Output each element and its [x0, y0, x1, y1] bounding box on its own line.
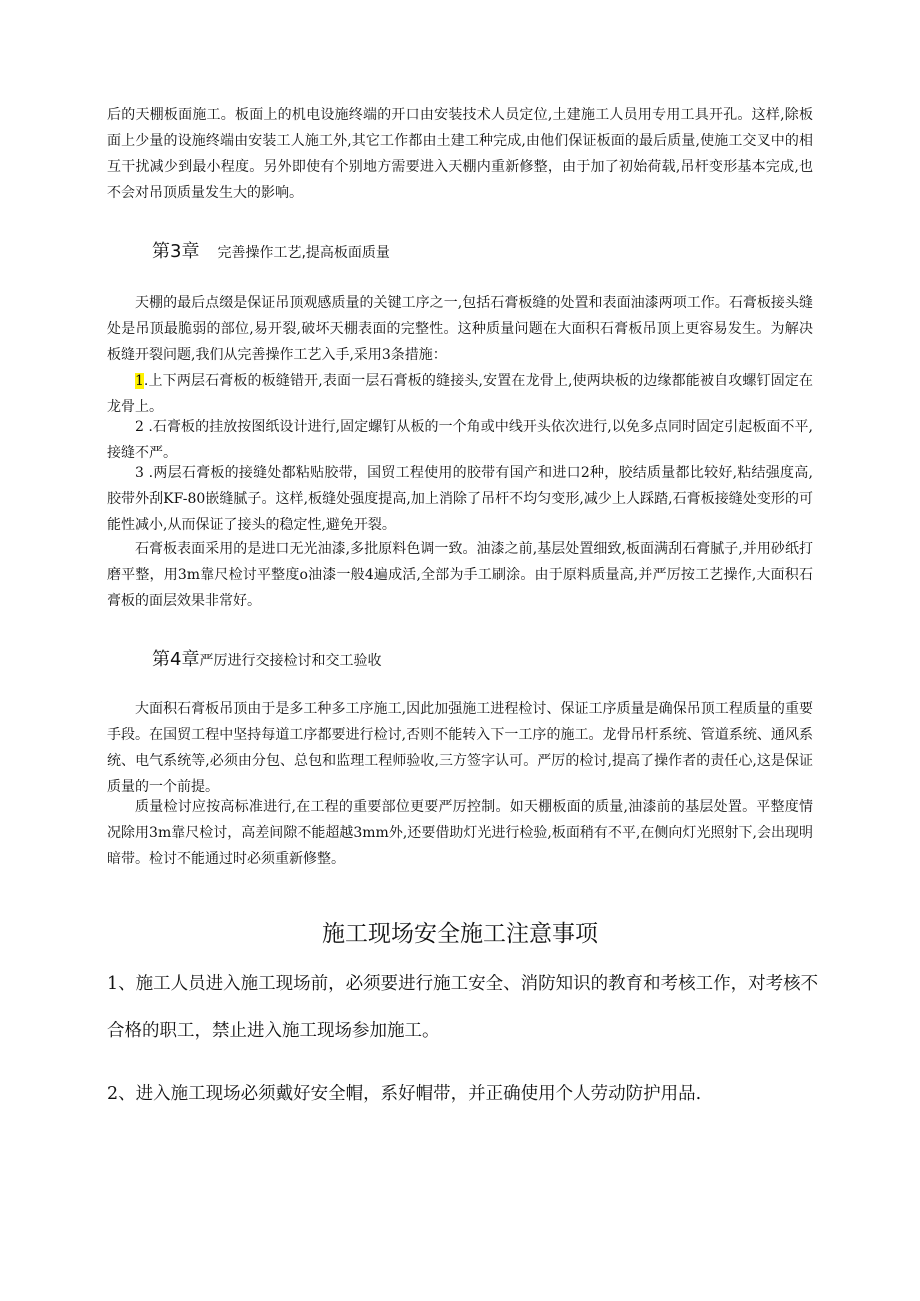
chapter-4-heading [152, 645, 381, 671]
chapter-4-paragraph-1: 大面积石膏板吊顶由于是多工种多工序施工,因此加强施工进程检讨、保证工序质量是确保吊顶工程质量的重要手段。在国贸工程中坚持每道工序都要进行检讨,否则不能转入下一工序的施工。龙骨吊杆系统、管道系统、通风系统、电气系统等,必须由分包、总包和监理工程师验收,三方签字认可。严厉的检讨,提高了操作者的责任心,这是保证质量的一个前提。 [107, 701, 813, 795]
chapter-3-title: 完善操作工艺,提高板面质量 [217, 245, 390, 261]
measure-item-1 [107, 368, 813, 420]
chapter-4-paragraph-2: 质量检讨应按高标准进行,在工程的重要部位更要严厉控制。如天棚板面的质量,油漆前的基层处置。平整度情况除用3m靠尺检讨，高差间隙不能超越3mm外,还要借助灯光进行检验,板面稍有不平,在侧向灯光照射下,会出现明暗带。检讨不能通过时必须重新修整。 [107, 799, 813, 867]
chapter-4-title: 严厉进行交接检讨和交工验收 [199, 653, 382, 669]
safety-item-1: 1、施工人员进入施工现场前，必须要进行施工安全、消防知识的教育和考核工作，对考核不合格的职工，禁止进入施工现场参加施工。 [107, 974, 819, 1041]
chapter-3-heading [152, 237, 390, 263]
measure-item-2: 2 .石膏板的挂放按图纸设计进行,固定螺钉从板的一个角或中线开头依次进行,以免多点同时固定引起板面不平,接缝不严。 [107, 419, 813, 461]
measure-item-1-number: 1 [135, 373, 144, 389]
safety-section-title: 施工现场安全施工注意事项 [322, 921, 598, 947]
intro-paragraph: 后的天棚板面施工。板面上的机电设施终端的开口由安装技术人员定位,土建施工人员用专用工具开孔。这样,除板面上少量的设施终端由安装工人施工外,其它工作都由土建工种完成,由他们保证板面的最后质量,使施工交叉中的相互干扰减少到最小程度。另外即使有个别地方需要进入天棚内重新修整，由于加了初始荷载,吊杆变形基本完成,也不会对吊顶质量发生大的影响。 [107, 107, 813, 201]
chapter-3-paragraph-1: 天棚的最后点缀是保证吊顶观感质量的关键工序之一,包括石膏板缝的处置和表面油漆两项工作。石膏板接头缝处是吊顶最脆弱的部位,易开裂,破坏天棚表面的完整性。这种质量问题在大面积石膏板吊顶上更容易发生。为解决板缝开裂问题,我们从完善操作工艺入手,采用3条措施： [107, 295, 813, 363]
measure-item-3: 3 .两层石膏板的接缝处都粘贴胶带，国贸工程使用的胶带有国产和进口2种，胶结质量都比较好,粘结强度高,胶带外刮KF-80嵌缝腻子。这样,板缝处强度提高,加上消除了吊杆不均匀变形,减少上人踩踏,石膏板接缝处变形的可能性减小,从而保证了接头的稳定性,避免开裂。 [107, 465, 813, 533]
chapter-4-number: 第4章 [152, 649, 200, 670]
measure-item-1-text: .上下两层石膏板的板缝错开,表面一层石膏板的缝接头,安置在龙骨上,使两块板的边缘都能被自攻螺钉固定在龙骨上。 [107, 373, 813, 415]
safety-item-2: 2、进入施工现场必须戴好安全帽，系好帽带，并正确使用个人劳动防护用品. [107, 1084, 702, 1104]
chapter-3-number: 第3章 [152, 241, 200, 262]
chapter-3-paragraph-2: 石膏板表面采用的是进口无光油漆,多批原料色调一致。油漆之前,基层处置细致,板面满刮石膏腻子,并用砂纸打磨平整，用3m靠尺检讨平整度o油漆一般4遍成活,全部为手工刷涂。由于原料质量高,并严厉按工艺操作,大面积石膏板的面层效果非常好。 [107, 541, 813, 609]
